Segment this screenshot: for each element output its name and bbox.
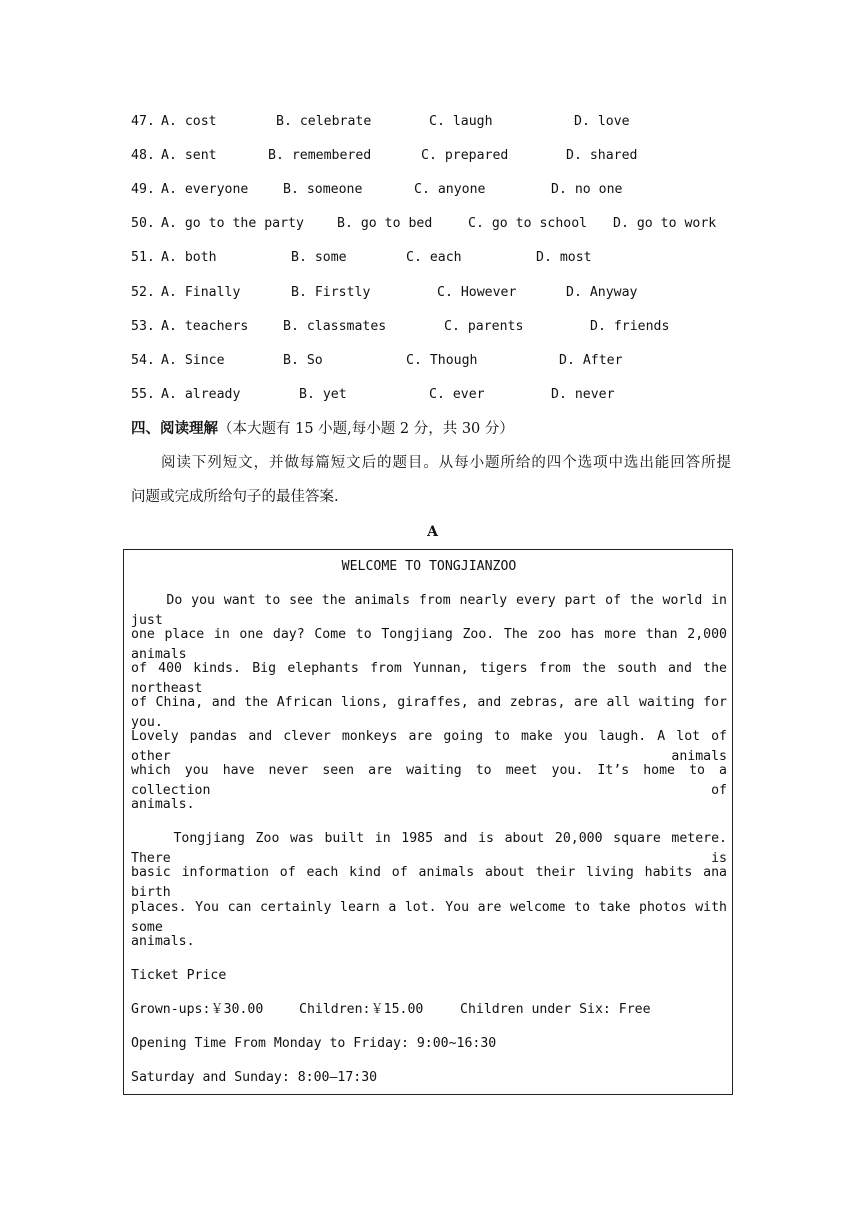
section-note: （本大题有 15 小题,每小题 2 分，共 30 分） <box>218 421 514 437</box>
question-number: 51. <box>131 250 155 265</box>
option-b: B. celebrate <box>276 114 372 129</box>
option-b: B. Firstly <box>291 285 371 300</box>
question-number: 49. <box>131 182 155 197</box>
passage-box <box>123 549 733 1095</box>
price-grownups: Grown-ups:￥30.00 <box>131 1002 264 1017</box>
passage-line: animals. <box>131 797 195 812</box>
price-under-six: Children under Six: Free <box>460 1002 651 1017</box>
question-number: 54. <box>131 353 155 368</box>
question-number: 48. <box>131 148 155 163</box>
hours-weekend: Saturday and Sunday: 8:00—17:30 <box>131 1070 378 1085</box>
option-a: A. already <box>161 387 241 402</box>
option-a: A. Finally <box>161 285 241 300</box>
option-b: B. some <box>291 250 347 265</box>
option-a: A. go to the party <box>161 216 304 231</box>
hours-weekday: Opening Time From Monday to Friday: 9:00~16:30 <box>131 1036 497 1051</box>
question-number: 52. <box>131 285 155 300</box>
question-number: 53. <box>131 319 155 334</box>
instruction-line-2: 问题或完成所给句子的最佳答案. <box>131 489 339 505</box>
option-d: D. shared <box>566 148 638 163</box>
option-c: C. laugh <box>429 114 493 129</box>
section-heading <box>131 418 514 440</box>
option-c: C. parents <box>444 319 524 334</box>
passage-line: Tongjiang Zoo was built in 1985 and is about 20,000 square metere. There is <box>131 831 735 866</box>
passage-line: places. You can certainly learn a lot. You are welcome to take photos with some <box>131 900 735 935</box>
passage-line: animals. <box>131 934 195 949</box>
option-a: A. teachers <box>161 319 249 334</box>
price-children: Children:￥15.00 <box>299 1002 424 1017</box>
option-b: B. classmates <box>283 319 387 334</box>
option-b: B. yet <box>299 387 347 402</box>
option-c: C. ever <box>429 387 485 402</box>
option-c: C. each <box>406 250 462 265</box>
question-number: 47. <box>131 114 155 129</box>
option-c: C. prepared <box>421 148 509 163</box>
option-a: A. everyone <box>161 182 249 197</box>
option-b: B. someone <box>283 182 363 197</box>
option-d: D. never <box>551 387 615 402</box>
option-a: A. sent <box>161 148 217 163</box>
option-b: B. remembered <box>268 148 372 163</box>
option-b: B. go to bed <box>337 216 433 231</box>
question-number: 50. <box>131 216 155 231</box>
question-number: 55. <box>131 387 155 402</box>
passage-line: one place in one day? Come to Tongjiang Zoo. The zoo has more than 2,000 animals <box>131 627 735 662</box>
option-d: D. most <box>536 250 592 265</box>
option-d: D. no one <box>551 182 623 197</box>
option-d: D. After <box>559 353 623 368</box>
option-d: D. love <box>574 114 630 129</box>
option-d: D. go to work <box>613 216 717 231</box>
passage-title: WELCOME TO TONGJIANZOO <box>341 559 517 574</box>
passage-line: Do you want to see the animals from nearly every part of the world in just <box>131 593 735 628</box>
passage-line: of 400 kinds. Big elephants from Yunnan, tigers from the south and the northeast <box>131 661 735 696</box>
section-title: 四、阅读理解 <box>131 420 218 437</box>
ticket-heading: Ticket Price <box>131 968 227 983</box>
passage-line: Lovely pandas and clever monkeys are going to make you laugh. A lot of other animals <box>131 729 735 764</box>
option-a: A. Since <box>161 353 225 368</box>
instruction-line-1: 阅读下列短文，并做每篇短文后的题目。从每小题所给的四个选项中选出能回答所提 <box>161 455 731 471</box>
passage-line: basic information of each kind of animals about their living habits ana birth <box>131 865 735 900</box>
option-c: C. However <box>437 285 517 300</box>
option-b: B. So <box>283 353 323 368</box>
option-d: D. Anyway <box>566 285 638 300</box>
option-c: C. anyone <box>414 182 486 197</box>
passage-label: A <box>427 524 438 540</box>
option-d: D. friends <box>590 319 670 334</box>
option-c: C. go to school <box>468 216 588 231</box>
option-a: A. cost <box>161 114 217 129</box>
option-c: C. Though <box>406 353 478 368</box>
passage-line: which you have never seen are waiting to meet you. It’s home to a collection of <box>131 763 735 798</box>
option-a: A. both <box>161 250 217 265</box>
passage-line: of China, and the African lions, giraffes, and zebras, are all waiting for you. <box>131 695 735 730</box>
